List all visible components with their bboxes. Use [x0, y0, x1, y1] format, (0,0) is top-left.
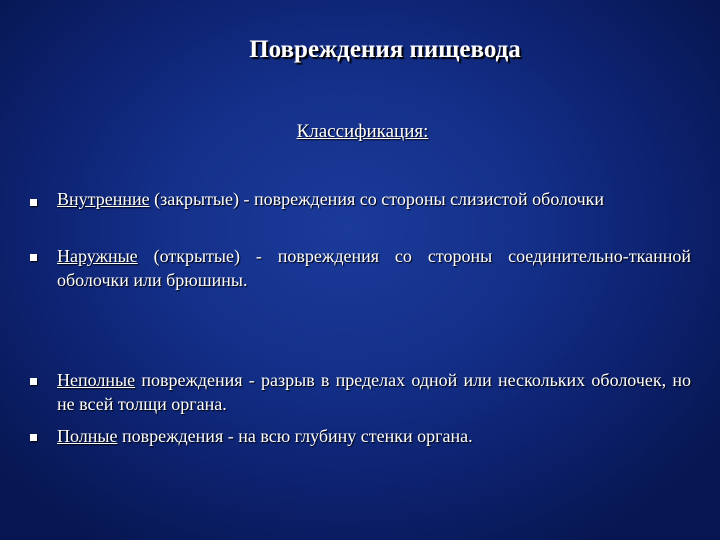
bullet-icon — [30, 434, 37, 441]
item-internal-text: (закрытые) - повреждения со стороны слизистой оболочки — [149, 189, 605, 209]
term-external: Наружные — [57, 246, 138, 266]
item-incomplete-text: повреждения - разрыв в пределах одной или нескольких оболочек, но не всей толщи органа. — [57, 370, 691, 414]
item-complete-text: повреждения - на всю глубину стенки органа. — [117, 426, 473, 446]
term-internal: Внутренние — [57, 189, 150, 209]
bullet-icon — [30, 378, 37, 385]
list-item-internal — [57, 187, 691, 211]
list-item-complete — [57, 424, 691, 448]
slide-subtitle: Классификация: — [296, 121, 429, 142]
term-incomplete: Неполные — [57, 370, 136, 390]
bullet-icon — [30, 254, 37, 261]
bullet-icon — [30, 199, 37, 206]
list-item-incomplete — [57, 368, 691, 416]
list-item-external — [57, 244, 691, 292]
item-external-text: (открытые) - повреждения со стороны соединительно-тканной оболочки или брюшины. — [57, 246, 691, 290]
term-complete: Полные — [57, 426, 118, 446]
slide-title: Повреждения пищевода — [249, 36, 521, 63]
